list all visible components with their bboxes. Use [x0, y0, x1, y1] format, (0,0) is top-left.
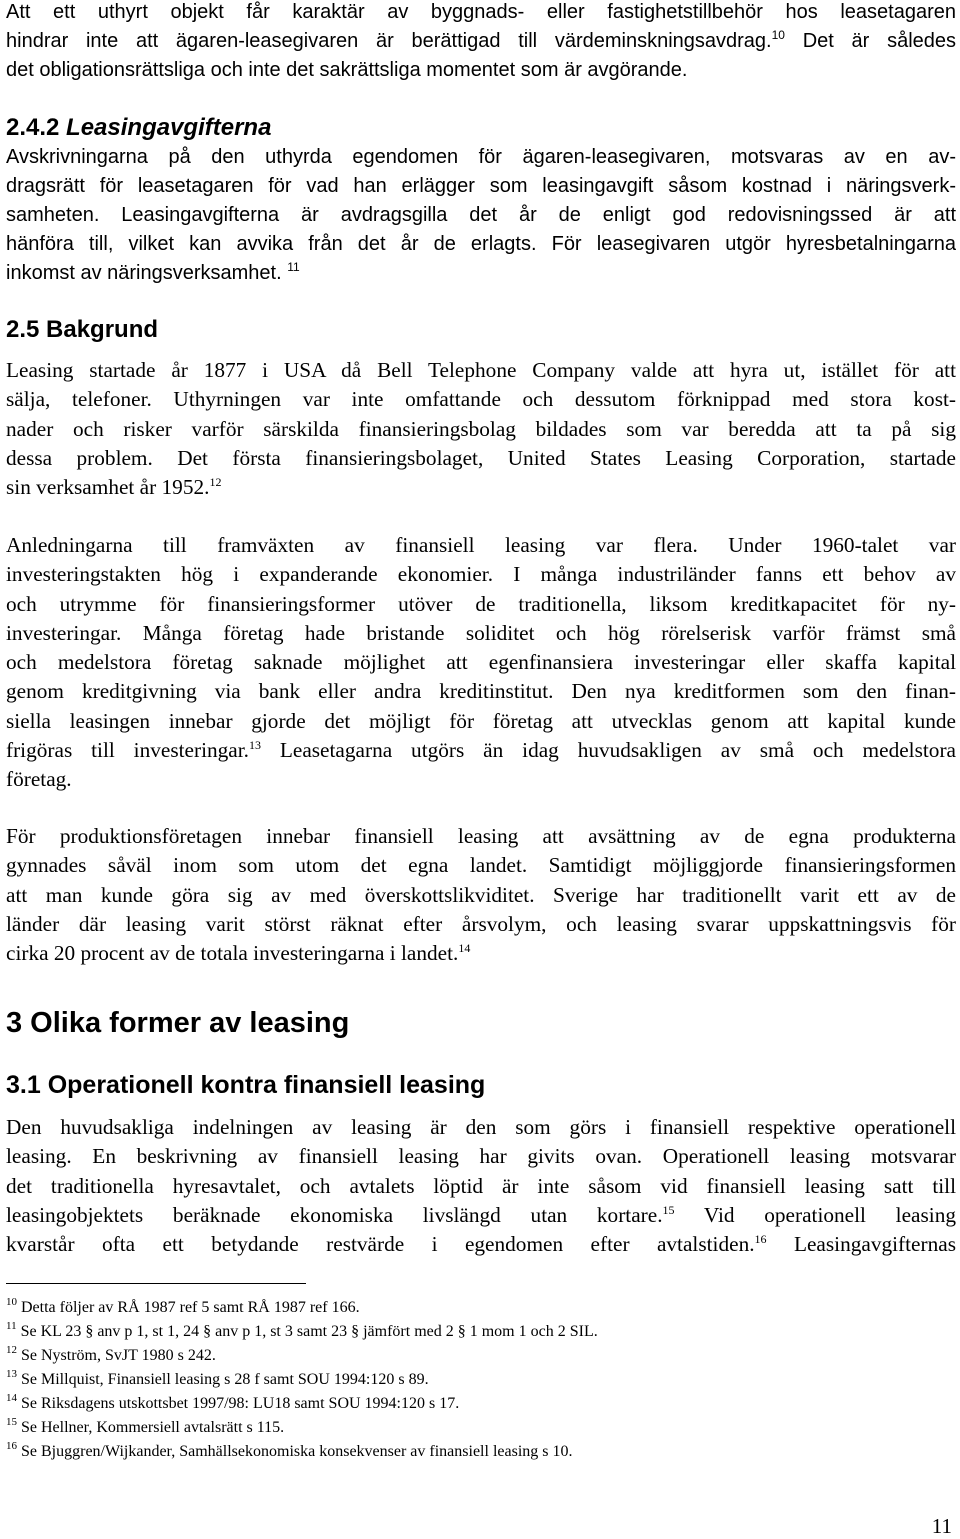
- text-line: sälja, telefoner. Uthyrningen var inte omfattande och dessutom förknippad med stora kost-: [6, 387, 956, 412]
- chapter-heading-3: 3 Olika former av leasing: [6, 1007, 350, 1039]
- text-line: siella leasingen innebar gjorde det möjligt för företag att utvecklas genom att kapital kunde: [6, 708, 956, 733]
- paragraph-leasingavgifterna: [6, 143, 956, 288]
- footnote-ref: 14: [458, 941, 471, 956]
- text-line: företag.: [6, 767, 72, 792]
- text-line: gynnades såväl inom som utom det egna landet. Samtidigt möjliggjorde finansieringsformen: [6, 853, 956, 878]
- text-line: det traditionella hyresavtalet, och avtalets löptid är inte såsom vid finansiell leasing satt till: [6, 1173, 956, 1198]
- text-line: och utrymme för finansieringsformer utöver de traditionella, liksom kreditkapacitet för ny-: [6, 591, 956, 616]
- text-line: nader och risker varför särskilda finansieringsbolag bildades som var beredda att ta på sig: [6, 416, 956, 441]
- section-heading-3-1: 3.1 Operationell kontra finansiell leasing: [6, 1071, 486, 1099]
- text-line: Avskrivningarna på den uthyrda egendomen för ägaren-leasegivaren, motsvaras av en av-: [6, 146, 956, 168]
- text-line: investeringar. Många företag hade bristande soliditet och hög rörelserisk varför främst små: [6, 620, 956, 645]
- footnote: $^{11}$ Se KL 23 § anv p 1, st 1, 24 § anv p 1, st 3 samt 23 § jämfört med 2 § 1 mom 1 och 2 SIL.: [6, 1320, 598, 1340]
- footnote: $^{14}$ Se Riksdagens utskottsbet 1997/98: LU18 samt SOU 1994:120 s 17.: [6, 1392, 460, 1412]
- text-line: dessa problem. Det första finansieringsbolaget, United States Leasing Corporation, startade: [6, 445, 956, 470]
- text-line: investeringstakten hög i expanderande ekonomier. I många industriländer fanns ett behov av: [6, 562, 956, 587]
- footnote-ref: 13: [248, 738, 261, 753]
- footnote-ref: 15: [662, 1202, 675, 1217]
- text-line: leasingobjektets beräknade ekonomiska livslängd utan kortare.$^{15}$ Vid operationell leasing: [6, 1202, 956, 1227]
- text-line: det obligationsrättsliga och inte det sakrättsliga momentet som är avgörande.: [6, 59, 688, 81]
- footnote-ref: 11: [287, 260, 300, 274]
- paragraph-bakgrund-3: [6, 822, 956, 968]
- footnote: $^{15}$ Se Hellner, Kommersiell avtalsrätt s 115.: [6, 1416, 285, 1436]
- text-line: länder där leasing varit störst räknat efter årsvolym, och leasing svarar uppskattningsvis för: [6, 911, 956, 936]
- footnote-ref: 10: [771, 28, 785, 42]
- text-line: cirka 20 procent av de totala investeringarna i landet.$^{14}$: [6, 941, 471, 966]
- section-heading-2-4-2: 2.4.2 Leasingavgifterna: [6, 114, 272, 141]
- text-line: hänföra till, vilket kan avvika från det år de erlagts. För leasegivaren utgör hyresbetalningarna: [6, 233, 956, 255]
- text-line: hindrar inte att ägaren-leasegivaren är berättigad till värdeminskningsavdrag.$^{10}$ Det är således: [6, 28, 957, 52]
- page-number: 11: [931, 1514, 952, 1538]
- footnote: $^{12}$ Se Nyström, SvJT 1980 s 242.: [6, 1344, 216, 1364]
- paragraph-operationell: [6, 1113, 956, 1259]
- footnote-separator: [6, 1283, 306, 1284]
- text-line: dragsrätt för leasetagaren för vad han erlägger som leasingavgift såsom kostnad i näringsverk-: [6, 175, 956, 197]
- text-line: samheten. Leasingavgifterna är avdragsgilla det år de enligt god redovisningssed är att: [6, 204, 956, 226]
- footnote: $^{16}$ Se Bjuggren/Wijkander, Samhällsekonomiska konsekvenser av finansiell leasing s 10.: [6, 1440, 573, 1460]
- paragraph-intro: [6, 0, 956, 85]
- footnote: $^{10}$ Detta följer av RÅ 1987 ref 5 samt RÅ 1987 ref 166.: [6, 1296, 360, 1316]
- text-line: Att ett uthyrt objekt får karaktär av byggnads- eller fastighetstillbehör hos leasetagaren: [6, 1, 956, 23]
- text-line: sin verksamhet år 1952.12: [6, 475, 222, 500]
- text-line: kvarstår ofta ett betydande restvärde i egendomen efter avtalstiden.$^{16}$ Leasingavgifternas: [6, 1232, 956, 1257]
- footnote-ref: 16: [754, 1232, 767, 1247]
- text-line: genom kreditgivning via bank eller andra kreditinstitut. Den nya kreditformen som den finan-: [6, 679, 956, 704]
- text-line: Den huvudsakliga indelningen av leasing är den som görs i finansiell respektive operationell: [6, 1115, 956, 1139]
- text-line: Leasing startade år 1877 i USA då Bell Telephone Company valde att hyra ut, istället för att: [6, 358, 956, 382]
- text-line: att man kunde göra sig av med överskottslikviditet. Sverige har traditionellt varit ett av de: [6, 882, 956, 907]
- footnote-ref: 12: [209, 475, 222, 490]
- text-line: inkomst av näringsverksamhet. $^{11}$: [6, 260, 300, 284]
- text-line: Anledningarna till framväxten av finansiell leasing var flera. Under 1960-talet var: [6, 533, 956, 557]
- paragraph-bakgrund-1: [6, 356, 956, 502]
- text-line: För produktionsföretagen innebar finansiell leasing att avsättning av de egna produkterna: [6, 824, 956, 848]
- footnote: $^{13}$ Se Millquist, Finansiell leasing s 28 f samt SOU 1994:120 s 89.: [6, 1368, 429, 1388]
- paragraph-bakgrund-2: [6, 531, 956, 795]
- text-line: frigöras till investeringar.$^{13}$ Leasetagarna utgörs än idag huvudsakligen av små och medelstora: [6, 738, 956, 763]
- text-line: leasing. En beskrivning av finansiell leasing har givits ovan. Operationell leasing motsvarar: [6, 1144, 956, 1169]
- text-line: och medelstora företag saknade möjlighet att egenfinansiera investeringar eller skaffa kapital: [6, 650, 956, 675]
- section-heading-2-5: 2.5 Bakgrund: [6, 316, 159, 343]
